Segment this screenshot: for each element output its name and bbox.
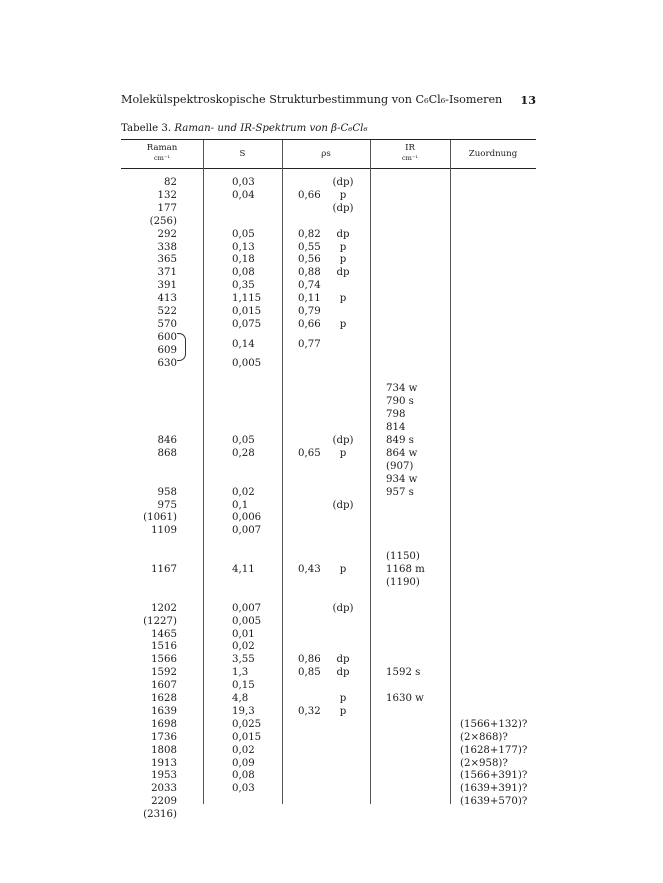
cell-raman: 1202 [151, 602, 177, 614]
cell-raman: 292 [157, 228, 177, 240]
cell-raman: 958 [157, 486, 177, 498]
cell-s: 0,03 [232, 177, 255, 188]
table-row [0, 563, 663, 576]
cell-zu: (1566+391)? [460, 770, 528, 782]
cell-ir: 790 s [386, 396, 414, 408]
table-row [0, 189, 663, 202]
cell-raman: 600 [157, 331, 177, 343]
cell-rho: 0,79 [298, 306, 321, 317]
cell-raman: 1167 [151, 564, 177, 575]
cell-rho: 0,65 [298, 447, 321, 459]
cell-raman: 1592 [151, 667, 177, 679]
column-header-rho-label: ρs [321, 149, 331, 159]
cell-raman: 1736 [151, 731, 177, 743]
cell-ir: 1168 m [386, 564, 425, 575]
cell-raman: 413 [157, 293, 177, 305]
cell-s: 0,14 [232, 338, 255, 350]
cell-s: 0,1 [232, 499, 249, 511]
table-caption-text: Raman- und IR-Spektrum von β-C₆Cl₆ [174, 123, 368, 134]
table-row [0, 202, 663, 215]
cell-raman: (256) [149, 215, 177, 227]
table-row [0, 395, 663, 408]
table-row [0, 731, 663, 744]
table-row [0, 769, 663, 782]
cell-raman: 2033 [151, 783, 177, 795]
cell-raman: 570 [157, 318, 177, 330]
cell-raman: 1698 [151, 718, 177, 730]
table-row [0, 434, 663, 447]
cell-pol: p [339, 693, 347, 704]
cell-rho: 0,66 [298, 318, 321, 330]
cell-rho: 0,43 [298, 564, 321, 575]
column-header-rho [282, 149, 370, 159]
cell-s: 0,007 [232, 602, 262, 614]
column-header-zuordnung-label: Zuordnung [468, 149, 518, 159]
cell-raman: 391 [157, 280, 177, 292]
cell-s: 0,13 [232, 241, 255, 253]
cell-pol: p [339, 447, 347, 459]
table-row [0, 292, 663, 305]
cell-rho: 0,88 [298, 267, 321, 279]
cell-ir: (907) [386, 460, 414, 472]
table-row [0, 460, 663, 473]
table-row [0, 447, 663, 460]
cell-raman: 1516 [151, 641, 177, 653]
cell-pol: p [339, 293, 347, 305]
cell-rho: 0,86 [298, 654, 321, 666]
cell-ir: 734 w [386, 383, 418, 395]
cell-rho: 0,85 [298, 667, 321, 679]
running-header [121, 93, 536, 109]
table-row [0, 499, 663, 512]
cell-pol: (dp) [332, 202, 354, 214]
cell-s: 0,02 [232, 641, 255, 653]
table-row [0, 382, 663, 395]
cell-raman: 975 [157, 499, 177, 511]
cell-raman: 1953 [151, 770, 177, 782]
cell-raman: 868 [157, 447, 177, 459]
cell-pol: p [339, 705, 347, 717]
cell-raman: (1061) [143, 512, 177, 524]
table-row [0, 370, 663, 383]
cell-zu: (1566+132)? [460, 718, 528, 730]
cell-s: 0,18 [232, 254, 255, 266]
running-title: Molekülspektroskopische Strukturbestimmung von C₆Cl₆-Isomeren [121, 93, 503, 106]
column-header-s [203, 149, 282, 159]
cell-s: 0,09 [232, 757, 255, 769]
column-header-raman-label: Raman [146, 143, 178, 153]
table-row [0, 615, 663, 628]
table-row [0, 757, 663, 770]
table-row [0, 795, 663, 808]
cell-ir: 934 w [386, 473, 418, 485]
cell-raman: 609 [157, 344, 177, 356]
cell-s: 0,015 [232, 731, 262, 743]
table-caption [121, 123, 368, 134]
table-label: Tabelle 3. [121, 123, 172, 134]
cell-s: 0,02 [232, 486, 255, 498]
cell-s: 0,04 [232, 189, 255, 201]
cell-zu: (2×958)? [460, 757, 508, 769]
column-header-ir-label: IR [405, 143, 415, 153]
cell-raman: 522 [157, 306, 177, 317]
cell-pol: p [339, 189, 347, 201]
cell-s: 0,005 [232, 357, 262, 369]
table-row [0, 589, 663, 602]
cell-pol: p [339, 241, 347, 253]
cell-rho: 0,55 [298, 241, 321, 253]
table-row [0, 718, 663, 731]
cell-ir: 957 s [386, 486, 414, 498]
cell-rho: 0,82 [298, 228, 321, 240]
table-row [0, 253, 663, 266]
cell-s: 3,55 [232, 654, 255, 666]
cell-s: 4,11 [232, 564, 255, 575]
cell-ir: 864 w [386, 447, 418, 459]
cell-raman: 371 [157, 267, 177, 279]
cell-raman: 846 [157, 435, 177, 446]
cell-pol: (dp) [332, 602, 354, 614]
table-row [0, 228, 663, 241]
table-row [0, 808, 663, 821]
cell-rho: 0,32 [298, 705, 321, 717]
cell-s: 0,15 [232, 680, 255, 692]
column-header-raman [121, 143, 203, 163]
table-row [0, 305, 663, 318]
cell-raman: 1607 [151, 680, 177, 692]
table-row [0, 782, 663, 795]
table-row [0, 576, 663, 589]
cell-raman: 1639 [151, 705, 177, 717]
cell-raman: (2316) [143, 809, 177, 821]
cell-rho: 0,74 [298, 280, 321, 292]
column-header-s-label: S [239, 149, 246, 159]
table-row [0, 318, 663, 331]
cell-s: 0,02 [232, 744, 255, 756]
column-header-zuordnung [450, 149, 536, 159]
column-header-ir [370, 143, 450, 163]
cell-zu: (2×868)? [460, 731, 508, 743]
cell-pol: (dp) [332, 177, 354, 188]
cell-raman: 177 [157, 202, 177, 214]
table-row [0, 473, 663, 486]
cell-raman: 630 [157, 357, 177, 369]
cell-s: 0,005 [232, 615, 262, 627]
table-row [0, 524, 663, 537]
cell-zu: (1639+391)? [460, 783, 528, 795]
table-top-rule [121, 139, 536, 140]
cell-ir: 798 [386, 409, 406, 421]
cell-pol: p [339, 254, 347, 266]
cell-raman: 1566 [151, 654, 177, 666]
cell-pol: dp [336, 654, 350, 666]
cell-ir: 1630 w [386, 693, 424, 704]
cell-ir: (1150) [386, 551, 420, 563]
cell-s: 0,015 [232, 306, 262, 317]
cell-rho: 0,11 [298, 293, 321, 305]
table-row [0, 550, 663, 563]
cell-zu: (1639+570)? [460, 796, 528, 808]
page-number: 13 [520, 93, 536, 107]
cell-s: 0,006 [232, 512, 262, 524]
table-row [0, 486, 663, 499]
table-row [0, 692, 663, 705]
cell-pol: dp [336, 228, 350, 240]
table-row [0, 421, 663, 434]
cell-s: 0,08 [232, 267, 255, 279]
cell-pol: p [339, 564, 347, 575]
cell-s: 4,8 [232, 693, 249, 704]
cell-zu: (1628+177)? [460, 744, 528, 756]
cell-s: 0,075 [232, 318, 262, 330]
table-row [0, 176, 663, 189]
cell-s: 0,025 [232, 718, 262, 730]
table-row [0, 357, 663, 370]
cell-raman: 82 [164, 177, 177, 188]
cell-s: 0,05 [232, 228, 255, 240]
cell-pol: dp [336, 267, 350, 279]
cell-s: 1,115 [232, 293, 262, 305]
table-row [0, 602, 663, 615]
cell-pol: (dp) [332, 435, 354, 446]
cell-rho: 0,77 [298, 338, 321, 350]
cell-pol: (dp) [332, 499, 354, 511]
table-row [0, 705, 663, 718]
cell-raman: (1227) [143, 615, 177, 627]
cell-ir: (1190) [386, 576, 420, 588]
column-header-ir-unit: cm⁻¹ [401, 154, 419, 162]
cell-raman: 1913 [151, 757, 177, 769]
cell-raman: 1465 [151, 628, 177, 640]
cell-s: 0,01 [232, 628, 255, 640]
cell-s: 1,3 [232, 667, 249, 679]
cell-ir: 849 s [386, 435, 414, 446]
cell-pol: p [339, 318, 347, 330]
table-row [0, 408, 663, 421]
cell-raman: 1109 [151, 525, 177, 537]
cell-ir: 1592 s [386, 667, 421, 679]
table-row [0, 511, 663, 524]
cell-raman: 132 [157, 189, 177, 201]
column-header-raman-unit: cm⁻¹ [153, 154, 171, 162]
cell-raman: 338 [157, 241, 177, 253]
table-header-rule [121, 168, 536, 169]
cell-s: 19,3 [232, 705, 255, 717]
table-row [0, 215, 663, 228]
cell-raman: 1628 [151, 693, 177, 704]
table-row [0, 241, 663, 254]
cell-s: 0,28 [232, 447, 255, 459]
cell-raman: 365 [157, 254, 177, 266]
table-row [0, 331, 663, 344]
cell-ir: 814 [386, 422, 406, 434]
table-row [0, 628, 663, 641]
table-row [0, 679, 663, 692]
cell-s: 0,03 [232, 783, 255, 795]
cell-s: 0,007 [232, 525, 262, 537]
table-row [0, 666, 663, 679]
cell-pol: dp [336, 667, 350, 679]
cell-raman: 2209 [151, 796, 177, 808]
table-row [0, 640, 663, 653]
table-row [0, 653, 663, 666]
table-row [0, 279, 663, 292]
table-row [0, 338, 663, 357]
cell-rho: 0,56 [298, 254, 321, 266]
cell-raman: 1808 [151, 744, 177, 756]
cell-s: 0,35 [232, 280, 255, 292]
table-row [0, 266, 663, 279]
cell-s: 0,08 [232, 770, 255, 782]
table-row [0, 744, 663, 757]
cell-s: 0,05 [232, 435, 255, 446]
cell-rho: 0,66 [298, 189, 321, 201]
table-row [0, 537, 663, 550]
